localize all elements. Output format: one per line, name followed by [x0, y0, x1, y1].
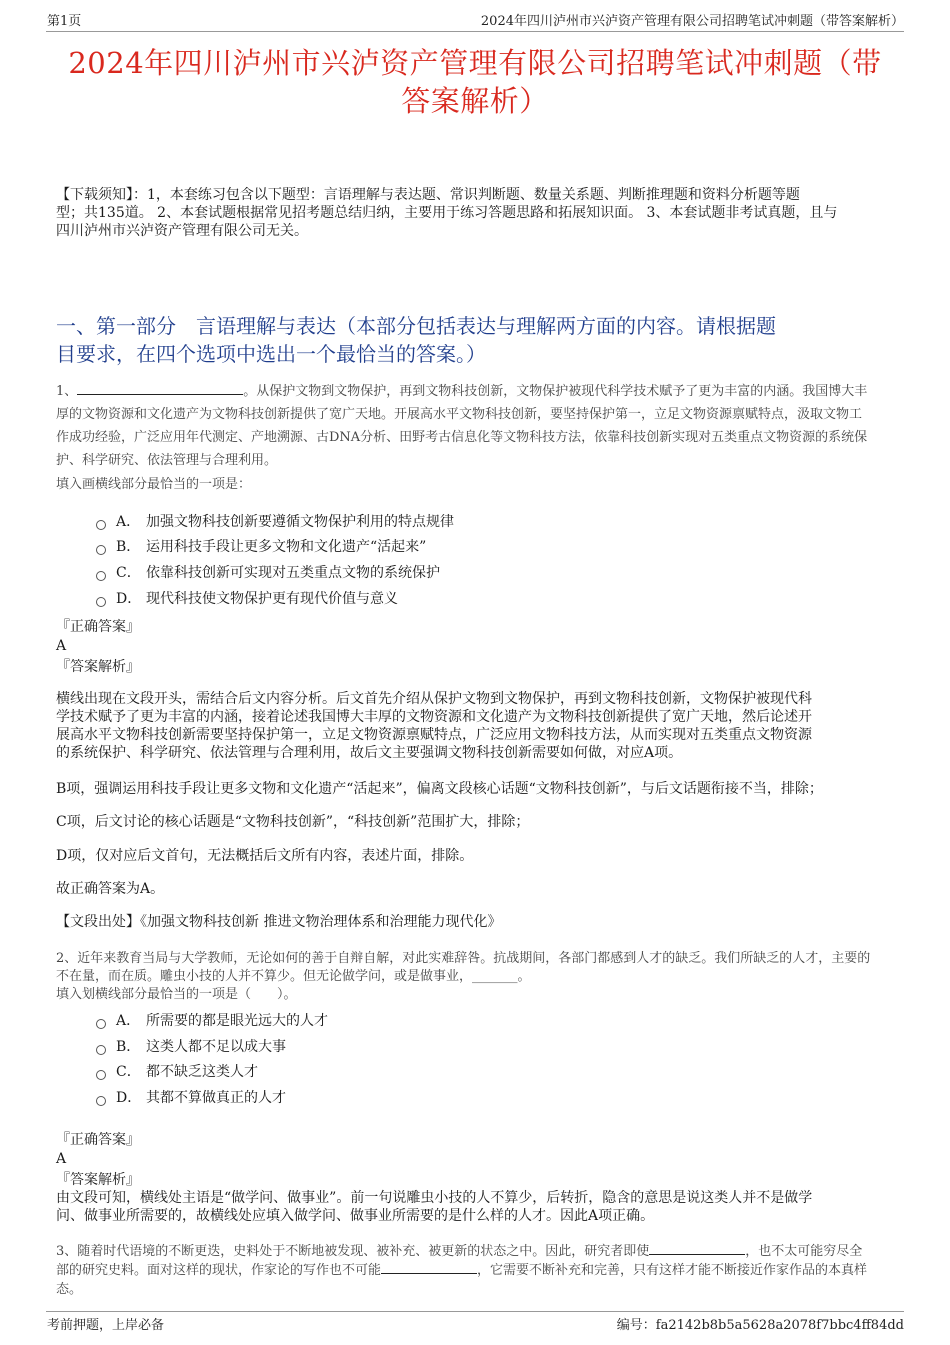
question-2-option-c[interactable]	[96, 1063, 258, 1081]
option-letter: B．	[116, 539, 141, 555]
option-letter: D．	[116, 1090, 142, 1106]
option-text: 运用科技手段让更多文物和文化遗产“活起来”	[146, 539, 427, 555]
question-2-option-d[interactable]	[96, 1089, 286, 1107]
question-1-option-a[interactable]	[96, 513, 454, 531]
question-3-text: ，也不太可能穷尽全	[745, 1244, 863, 1259]
option-letter: D．	[116, 591, 142, 607]
footer-divider	[46, 1311, 904, 1312]
question-3-text: 部的研究史料。面对这样的现状，作家论的写作也不可能	[56, 1263, 382, 1278]
question-1-stem-line: 护、科学研究、依法管理与合理利用。	[56, 453, 278, 468]
question-1-option-c[interactable]	[96, 564, 440, 582]
radio-button-icon[interactable]	[96, 520, 106, 530]
radio-button-icon[interactable]	[96, 1096, 106, 1106]
question-1-answer-label: 『正确答案』	[56, 619, 140, 635]
option-text: 都不缺乏这类人才	[146, 1064, 258, 1080]
analysis-line: 的系统保护、科学研究、依法管理与合理利用，故后文主要强调文物科技创新需要如何做，对应A项。	[56, 745, 683, 761]
option-text: 现代科技使文物保护更有现代价值与意义	[146, 591, 398, 607]
question-2-option-a[interactable]	[96, 1012, 328, 1030]
question-3-stem	[56, 1242, 906, 1299]
question-3-blank-2	[381, 1273, 477, 1274]
radio-button-icon[interactable]	[96, 1019, 106, 1029]
question-1-stem-line: 作成功经验，广泛应用年代测定、产地溯源、古DNA分析、田野考古信息化等文物科技方法，依靠科技创新实现对五类重点文物资源的系统保	[56, 430, 868, 445]
question-2-stem	[56, 950, 906, 1004]
question-2-stem-line: 不在量，而在质。雕虫小技的人并不算少。但无论做学问，或是做事业，_______。	[56, 969, 531, 984]
question-1-answer: A	[56, 638, 67, 654]
radio-button-icon[interactable]	[96, 1045, 106, 1055]
option-letter: C．	[116, 565, 141, 581]
option-letter: C．	[116, 1064, 141, 1080]
option-letter: B．	[116, 1039, 141, 1055]
question-2-prompt: 填入划横线部分最恰当的一项是（ ）。	[56, 987, 297, 1002]
option-text: 这类人都不足以成大事	[146, 1039, 286, 1055]
radio-button-icon[interactable]	[96, 571, 106, 581]
document-title-line-1: 2024年四川泸州市兴泸资产管理有限公司招聘笔试冲刺题（带	[68, 46, 882, 80]
download-notice	[56, 186, 906, 240]
download-notice-line-2: 型；共135道。 2、本套试题根据常见招考题总结归纳，主要用于练习答题思路和拓展知识面。 3、本套试题非考试真题，且与	[56, 205, 838, 221]
question-3-blank-1	[649, 1254, 745, 1255]
question-2-stem-line: 2、近年来教育当局与大学教师，无论如何的善于自辩自解，对此实难辞咎。抗战期间，各部门都感到人才的缺乏。我们所缺乏的人才，主要的	[56, 951, 871, 966]
footer-slogan: 考前押题，上岸必备	[47, 1318, 165, 1333]
question-1-analysis-c: C项，后文讨论的核心话题是“文物科技创新”，“科技创新”范围扩大，排除；	[56, 814, 530, 830]
page-number: 第1页	[47, 14, 82, 29]
question-1-blank	[77, 394, 243, 395]
question-1-source: 【文段出处】《加强文物科技创新 推进文物治理体系和治理能力现代化》	[56, 914, 502, 930]
question-1-stem-line: 厚的文物资源和文化遗产为文物科技创新提供了宽广天地。开展高水平文物科技创新，要坚持保护第一，立足文物资源禀赋特点，汲取文物工	[56, 407, 863, 422]
analysis-line: 展高水平文物科技创新需要坚持保护第一，立足文物资源禀赋特点，广泛应用文物科技方法，从而实现对五类重点文物资源	[56, 727, 812, 743]
option-letter: A．	[116, 1013, 141, 1029]
question-1-analysis-label: 『答案解析』	[56, 659, 140, 675]
analysis-line: 横线出现在文段开头，需结合后文内容分析。后文首先介绍从保护文物到文物保护，再到文物科技创新，文物保护被现代科	[56, 691, 812, 707]
option-text: 其都不算做真正的人才	[146, 1090, 286, 1106]
option-text: 依靠科技创新可实现对五类重点文物的系统保护	[146, 565, 440, 581]
question-3-text: 态。	[56, 1282, 83, 1297]
download-notice-line-1: 【下载须知】：1，本套练习包含以下题型：言语理解与表达题、常识判断题、数量关系题、判断推理题和资料分析题等题	[56, 187, 800, 203]
download-notice-line-3: 四川泸州市兴泸资产管理有限公司无关。	[56, 223, 308, 239]
question-1-number: 1、	[56, 384, 78, 399]
question-1-stem-tail: 。从保护文物到文物保护，再到文物科技创新，文物保护被现代科学技术赋予了更为丰富的内涵。我国博大丰	[243, 384, 868, 399]
question-1-analysis-d: D项，仅对应后文首句，无法概括后文所有内容，表述片面，排除。	[56, 848, 474, 864]
footer-document-id: 编号：fa2142b8b5a5628a2078f7bbc4ff84dd	[616, 1318, 904, 1333]
question-1-analysis-b: B项，强调运用科技手段让更多文物和文化遗产“活起来”，偏离文段核心话题“文物科技创新”，与后文话题衔接不当，排除；	[56, 781, 823, 797]
question-2-option-b[interactable]	[96, 1038, 286, 1056]
running-header-title: 2024年四川泸州市兴泸资产管理有限公司招聘笔试冲刺题（带答案解析）	[480, 14, 904, 29]
radio-button-icon[interactable]	[96, 1070, 106, 1080]
radio-button-icon[interactable]	[96, 597, 106, 607]
radio-button-icon[interactable]	[96, 545, 106, 555]
header-divider	[46, 31, 904, 32]
question-1-stem	[56, 380, 906, 472]
question-1-option-d[interactable]	[96, 590, 398, 608]
analysis-line: 问、做事业所需要的，故横线处应填入做学问、做事业所需要的是什么样的人才。因此A项正确。	[56, 1208, 655, 1224]
analysis-line: 学技术赋予了更为丰富的内涵，接着论述我国博大丰厚的文物资源和文化遗产为文物科技创新提供了宽广天地，然后论述开	[56, 709, 812, 725]
option-text: 加强文物科技创新要遵循文物保护利用的特点规律	[146, 514, 454, 530]
question-2-analysis-label: 『答案解析』	[56, 1172, 140, 1188]
question-1-conclusion: 故正确答案为A。	[56, 881, 165, 897]
question-2-answer-label: 『正确答案』	[56, 1132, 140, 1148]
option-text: 所需要的都是眼光远大的人才	[146, 1013, 328, 1029]
analysis-line: 由文段可知，横线处主语是“做学问、做事业”。前一句说雕虫小技的人不算少，后转折，隐含的意思是说这类人并不是做学	[56, 1190, 813, 1206]
question-1-option-b[interactable]	[96, 538, 426, 556]
document-title	[40, 44, 910, 120]
question-1-prompt: 填入画横线部分最恰当的一项是：	[56, 477, 252, 492]
question-3-text: 3、随着时代语境的不断更迭，史料处于不断地被发现、被补充、被更新的状态之中。因此，研究者即使	[56, 1244, 650, 1259]
question-2-analysis	[56, 1189, 906, 1225]
section-heading	[56, 312, 896, 368]
question-2-answer: A	[56, 1151, 67, 1167]
question-3-text: ，它需要不断补充和完善，只有这样才能不断接近作家作品的本真样	[477, 1263, 868, 1278]
option-letter: A．	[116, 514, 141, 530]
section-heading-line-1: 一、第一部分 言语理解与表达（本部分包括表达与理解两方面的内容。请根据题	[56, 314, 776, 338]
question-1-analysis	[56, 690, 906, 762]
section-heading-line-2: 目要求，在四个选项中选出一个最恰当的答案。）	[56, 342, 486, 366]
document-title-line-2: 答案解析）	[401, 84, 549, 118]
